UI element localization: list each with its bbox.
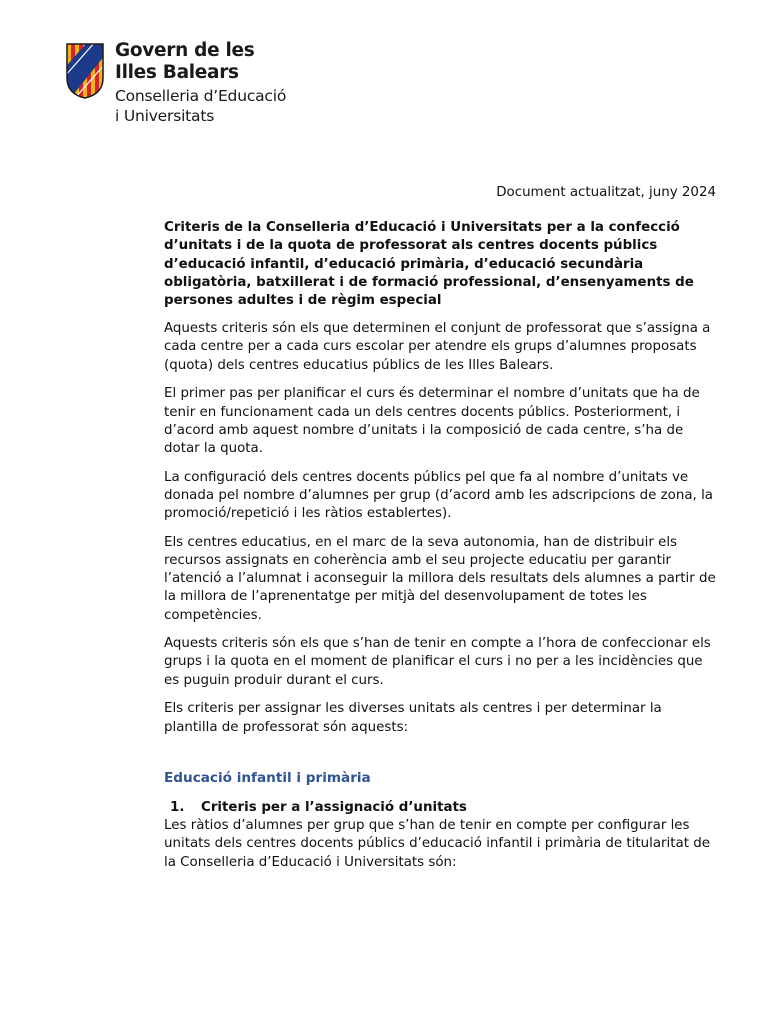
logo-government-text: Govern de les [115,40,255,61]
subsection-number: 1. [170,799,185,815]
government-logo [65,42,286,129]
balearic-shield-icon [65,42,105,100]
paragraph: Les ràtios d’alumnes per grup que s’han de tenir en compte per configurar les unitats dels centres docents públics d’educació infantil i primària de titularitat de la Conselleria d’Educació i Universitats són: [164,818,710,870]
logo-department-text: Conselleria d’Educació [115,87,287,105]
document-title: Criteris de la Conselleria d’Educació i Universitats per a la confecció d’unitats i de la quota de professorat als centres docents públics d’educació infantil, d’educació primària, d’educació secundària obligatòria, batxillerat i de formació professional, d’ensenyaments de persones adultes i de règim especial [164,220,694,309]
section-heading: Educació infantil i primària [164,769,371,786]
paragraph: La configuració dels centres docents públics pel que fa al nombre d’unitats ve donada pel nombre d’alumnes per grup (d’acord amb les adscripcions de zona, la promoció/repetició i les ràtios establertes). [164,469,713,522]
paragraph: Els criteris per assignar les diverses unitats als centres i per determinar la plantilla de professorat són aquests: [164,701,662,735]
paragraph: El primer pas per planificar el curs és determinar el nombre d’unitats que ha de tenir en funcionament cada un dels centres docents públics. Posteriorment, i d’acord amb aquest nombre d’unitats i la composició de cada centre, s’ha de dotar la quota. [164,386,700,456]
document-body [164,184,716,882]
logo-islands-text: Illes Balears [115,62,239,83]
paragraph: Aquests criteris són els que determinen el conjunt de professorat que s’assigna a cada centre per a cada curs escolar per atendre els grups d’alumnes proposats (quota) dels centres educatius públics de les Illes Balears. [164,321,711,373]
paragraph: Aquests criteris són els que s’han de tenir en compte a l’hora de confeccionar els grups i la quota en el moment de planificar el curs i no per a les incidències que es puguin produir durant el curs. [164,636,711,688]
logo-universities-text: i Universitats [115,107,215,125]
subsection-title: Criteris per a l’assignació d’unitats [201,799,467,815]
update-date: Document actualitzat, juny 2024 [496,185,716,200]
paragraph: Els centres educatius, en el marc de la seva autonomia, han de distribuir els recursos assignats en coherència amb el seu projecte educatiu per garantir l’atenció a l’alumnat i aconseguir la millora dels resultats dels alumnes a partir de la millora de l’aprenentatge per mitjà del desenvolupament de totes les competències. [164,534,716,623]
subsection-heading [164,799,716,817]
